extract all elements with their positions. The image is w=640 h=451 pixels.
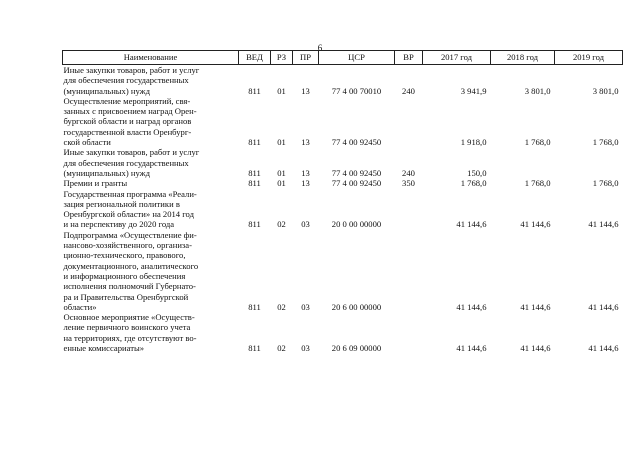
cell-name-line: ра и Правительства Оренбургской [63,291,189,302]
cell-csr: 77 4 00 92450 [331,167,382,178]
cell-name-line: Основное мероприятие «Осуществ- [63,312,195,323]
cell-2018: 41 144,6 [520,301,551,312]
cell-name-line: енные комиссариаты» [63,343,145,354]
cell-name-line: Оренбургской области» на 2014 год [63,209,194,220]
cell-name-line: Государственная программа «Реали- [63,188,197,199]
cell-name-line: Иные закупки товаров, работ и услуг [63,65,200,75]
cell-name-line: государственной власти Оренбург- [63,126,192,137]
cell-2018 [491,147,555,178]
cell-name-line: Осуществление мероприятий, свя- [63,95,191,106]
cell-name-line: нансово-хозяйственного, организа- [63,240,192,251]
cell-csr: 20 0 00 00000 [331,219,382,230]
table-row [63,96,623,147]
cell-2018: 1 768,0 [524,178,551,189]
cell-pr: 13 [301,137,310,148]
cell-csr: 20 6 09 00000 [331,343,382,354]
cell-name [63,189,239,230]
cell-name-line: занных с присвоением наград Орен- [63,106,197,117]
cell-rz: 02 [277,343,286,354]
cell-name-line: исполнения полномочий Губернато- [63,281,196,292]
cell-name [63,230,239,312]
cell-name-line: и на перспективу до 2020 года [63,219,175,230]
cell-2018: 41 144,6 [520,343,551,354]
cell-name-line: ской области [63,137,111,148]
table-body [63,65,623,354]
table-row [63,189,623,230]
cell-2019 [555,147,623,178]
cell-ved: 811 [248,219,261,230]
cell-ved: 811 [248,301,261,312]
cell-2017: 41 144,6 [456,219,487,230]
cell-rz: 01 [277,167,286,178]
table-row [63,65,623,96]
cell-name [63,312,239,353]
cell-name-line: документационного, аналитического [63,260,199,271]
column-header-name: Наименование [63,51,239,65]
cell-vr [395,189,423,230]
cell-2017: 41 144,6 [456,301,487,312]
cell-vr [395,312,423,353]
cell-ved: 811 [248,343,261,354]
cell-2019: 1 768,0 [592,178,619,189]
cell-ved: 811 [248,137,261,148]
cell-csr: 77 4 00 92450 [331,178,382,189]
table-row [63,312,623,353]
cell-2018: 3 801,0 [524,85,551,96]
cell-pr: 03 [301,219,310,230]
cell-name-line: (муниципальных) нужд [63,167,150,178]
cell-ved: 811 [248,178,261,189]
column-header-rz: РЗ [271,51,293,65]
cell-pr: 13 [301,85,310,96]
cell-vr: 240 [402,85,415,96]
cell-name [63,65,239,96]
cell-name [63,147,239,178]
column-header-csr: ЦСР [319,51,395,65]
cell-rz: 02 [277,219,286,230]
budget-table [62,50,623,353]
cell-csr: 77 4 00 70010 [331,85,382,96]
cell-2017: 41 144,6 [456,343,487,354]
cell-ved: 811 [248,85,261,96]
cell-2018: 41 144,6 [520,219,551,230]
cell-pr: 03 [301,343,310,354]
cell-2018: 1 768,0 [524,137,551,148]
cell-rz: 01 [277,178,286,189]
cell-name-line: ление первичного воинского учета [63,322,191,333]
cell-2019: 41 144,6 [588,219,619,230]
cell-name-line: на территориях, где отсутствуют во- [63,332,197,343]
cell-2019: 41 144,6 [588,343,619,354]
cell-name-line: и информационного обеспечения [63,270,186,281]
cell-name-line: для обеспечения государственных [63,75,189,86]
cell-name-line: области» [63,301,97,312]
column-header-vr: ВР [395,51,423,65]
cell-csr: 20 6 00 00000 [331,301,382,312]
cell-vr [395,230,423,312]
cell-name [63,96,239,147]
cell-rz: 02 [277,301,286,312]
cell-pr: 03 [301,301,310,312]
page-number: 6 [317,43,323,53]
cell-csr: 77 4 00 92450 [331,137,382,148]
cell-pr: 13 [301,178,310,189]
cell-vr [395,96,423,147]
column-header-2017: 2017 год [423,51,491,65]
cell-name [63,178,239,188]
cell-name-line: для обеспечения государственных [63,157,189,168]
cell-name-line: Премии и гранты [63,178,128,189]
column-header-2019: 2019 год [555,51,623,65]
cell-2019: 41 144,6 [588,301,619,312]
cell-name-line: ционно-технического, правового, [63,250,186,261]
cell-name-line: зация региональной политики в [63,198,180,209]
table-header-row [63,51,623,65]
cell-2017: 1 768,0 [460,178,487,189]
cell-vr: 240 [402,167,415,178]
cell-rz: 01 [277,137,286,148]
cell-pr: 13 [301,167,310,178]
cell-name-line: Иные закупки товаров, работ и услуг [63,147,200,158]
cell-name-line: бургской области и наград органов [63,116,192,127]
column-header-pr: ПР [293,51,319,65]
cell-2017: 1 918,0 [460,137,487,148]
cell-ved: 811 [248,167,261,178]
column-header-ved: ВЕД [239,51,271,65]
cell-2019: 1 768,0 [592,137,619,148]
cell-rz: 01 [277,85,286,96]
table-row [63,230,623,312]
table-row [63,147,623,178]
cell-2017: 3 941,9 [460,85,487,96]
cell-name-line: (муниципальных) нужд [63,85,150,96]
cell-vr: 350 [402,178,415,189]
table-row [63,178,623,188]
column-header-2018: 2018 год [491,51,555,65]
cell-name-line: Подпрограмма «Осуществление фи- [63,229,197,240]
cell-2019: 3 801,0 [592,85,619,96]
cell-2017: 150,0 [467,167,487,178]
